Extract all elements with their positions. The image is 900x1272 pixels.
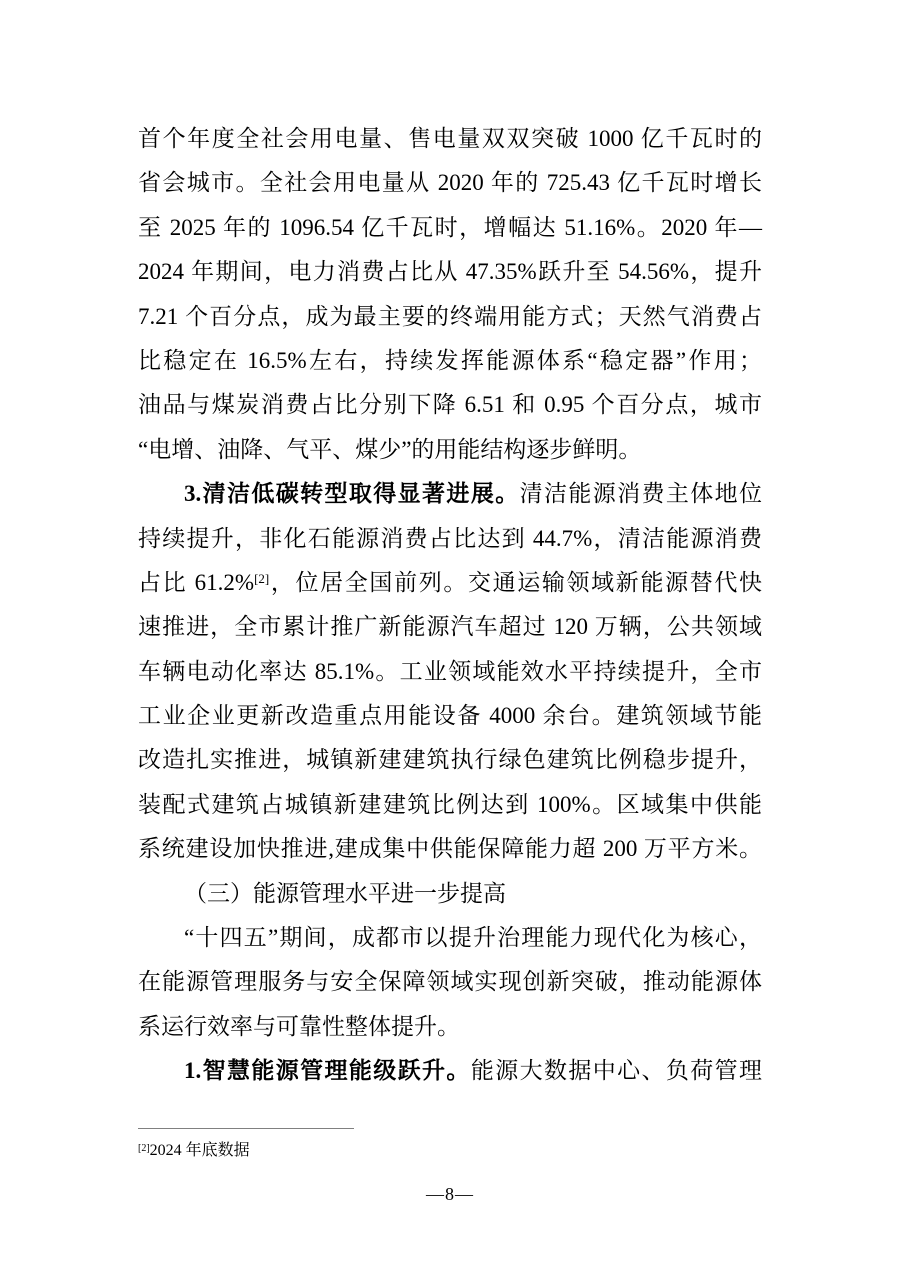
line-text: 系统建设加快推进,建成集中供能保障能力超 200 万平方米。 <box>138 836 762 862</box>
line-text: 比稳定在 16.5%左右，持续发挥能源体系“稳定器”作用； <box>138 347 762 373</box>
body-line-11 <box>138 561 762 605</box>
line-text: 至 2025 年的 1096.54 亿千瓦时，增幅达 51.16%。2020 年— <box>138 214 762 240</box>
body-line-6 <box>138 339 762 383</box>
body-line-20 <box>138 960 762 1004</box>
line-text: 工业企业更新改造重点用能设备 4000 余台。建筑领域节能 <box>138 703 762 729</box>
line-text: 能源大数据中心、负荷管理 <box>470 1058 763 1084</box>
footnote-marker: [2] <box>138 1143 150 1154</box>
subsection-heading-line <box>138 872 762 916</box>
page-number: —8— <box>426 1184 474 1204</box>
line-text: “十四五”期间，成都市以提升治理能力现代化为核心， <box>184 925 762 951</box>
line-text: “电增、油降、气平、煤少”的用能结构逐步鲜明。 <box>138 436 642 462</box>
line-text: 省会城市。全社会用电量从 2020 年的 725.43 亿千瓦时增长 <box>138 170 762 196</box>
footnote-text: 2024 年底数据 <box>149 1142 250 1159</box>
subsection-heading-text: （三）能源管理水平进一步提高 <box>184 880 506 906</box>
body-line-8 <box>138 428 762 472</box>
body-line-1 <box>138 117 762 161</box>
line-text: 装配式建筑占城镇新建建筑比例达到 100%。区域集中供能 <box>138 791 762 817</box>
body-line-10 <box>138 517 762 561</box>
body-line-13 <box>138 650 762 694</box>
line-text: 2024 年期间，电力消费占比从 47.35%跃升至 54.56%，提升 <box>138 259 762 285</box>
body-line-19 <box>138 916 762 960</box>
line-text: 油品与煤炭消费占比分别下降 6.51 和 0.95 个百分点，城市 <box>138 392 762 418</box>
line-text: 在能源管理服务与安全保障领域实现创新突破，推动能源体 <box>138 969 762 995</box>
line-text: 速推进，全市累计推广新能源汽车超过 120 万辆，公共领域 <box>138 614 762 640</box>
line-text: 车辆电动化率达 85.1%。工业领域能效水平持续提升，全市 <box>138 658 762 684</box>
body-line-17 <box>138 827 762 871</box>
body-line-15 <box>138 738 762 782</box>
body-text <box>138 117 762 1094</box>
line-text: 占比 61.2% <box>138 569 255 595</box>
body-line-9 <box>138 472 762 516</box>
footnote-separator <box>138 1128 354 1129</box>
body-line-7 <box>138 383 762 427</box>
section-heading-1: 1.智慧能源管理能级跃升。 <box>184 1058 471 1084</box>
body-line-4 <box>138 250 762 294</box>
line-text: ，位居全国前列。交通运输领域新能源替代快 <box>269 569 762 595</box>
line-text: 清洁能源消费主体地位 <box>519 481 763 507</box>
line-text: 持续提升，非化石能源消费占比达到 44.7%，清洁能源消费 <box>138 525 762 551</box>
body-line-3 <box>138 206 762 250</box>
line-text: 首个年度全社会用电量、售电量双双突破 1000 亿千瓦时的 <box>138 126 762 151</box>
body-line-12 <box>138 605 762 649</box>
body-line-16 <box>138 783 762 827</box>
body-line-14 <box>138 694 762 738</box>
body-line-21 <box>138 1005 762 1049</box>
body-line-2 <box>138 161 762 205</box>
footnote <box>138 1138 250 1164</box>
line-text: 系运行效率与可靠性整体提升。 <box>138 1013 460 1039</box>
body-line-5 <box>138 295 762 339</box>
body-line-22 <box>138 1049 762 1093</box>
line-text: 7.21 个百分点，成为最主要的终端用能方式；天然气消费占 <box>138 303 762 329</box>
line-text: 改造扎实推进，城镇新建建筑执行绿色建筑比例稳步提升， <box>138 747 762 773</box>
section-heading-3: 3.清洁低碳转型取得显著进展。 <box>184 481 520 507</box>
footnote-ref-marker: [2] <box>254 570 270 586</box>
